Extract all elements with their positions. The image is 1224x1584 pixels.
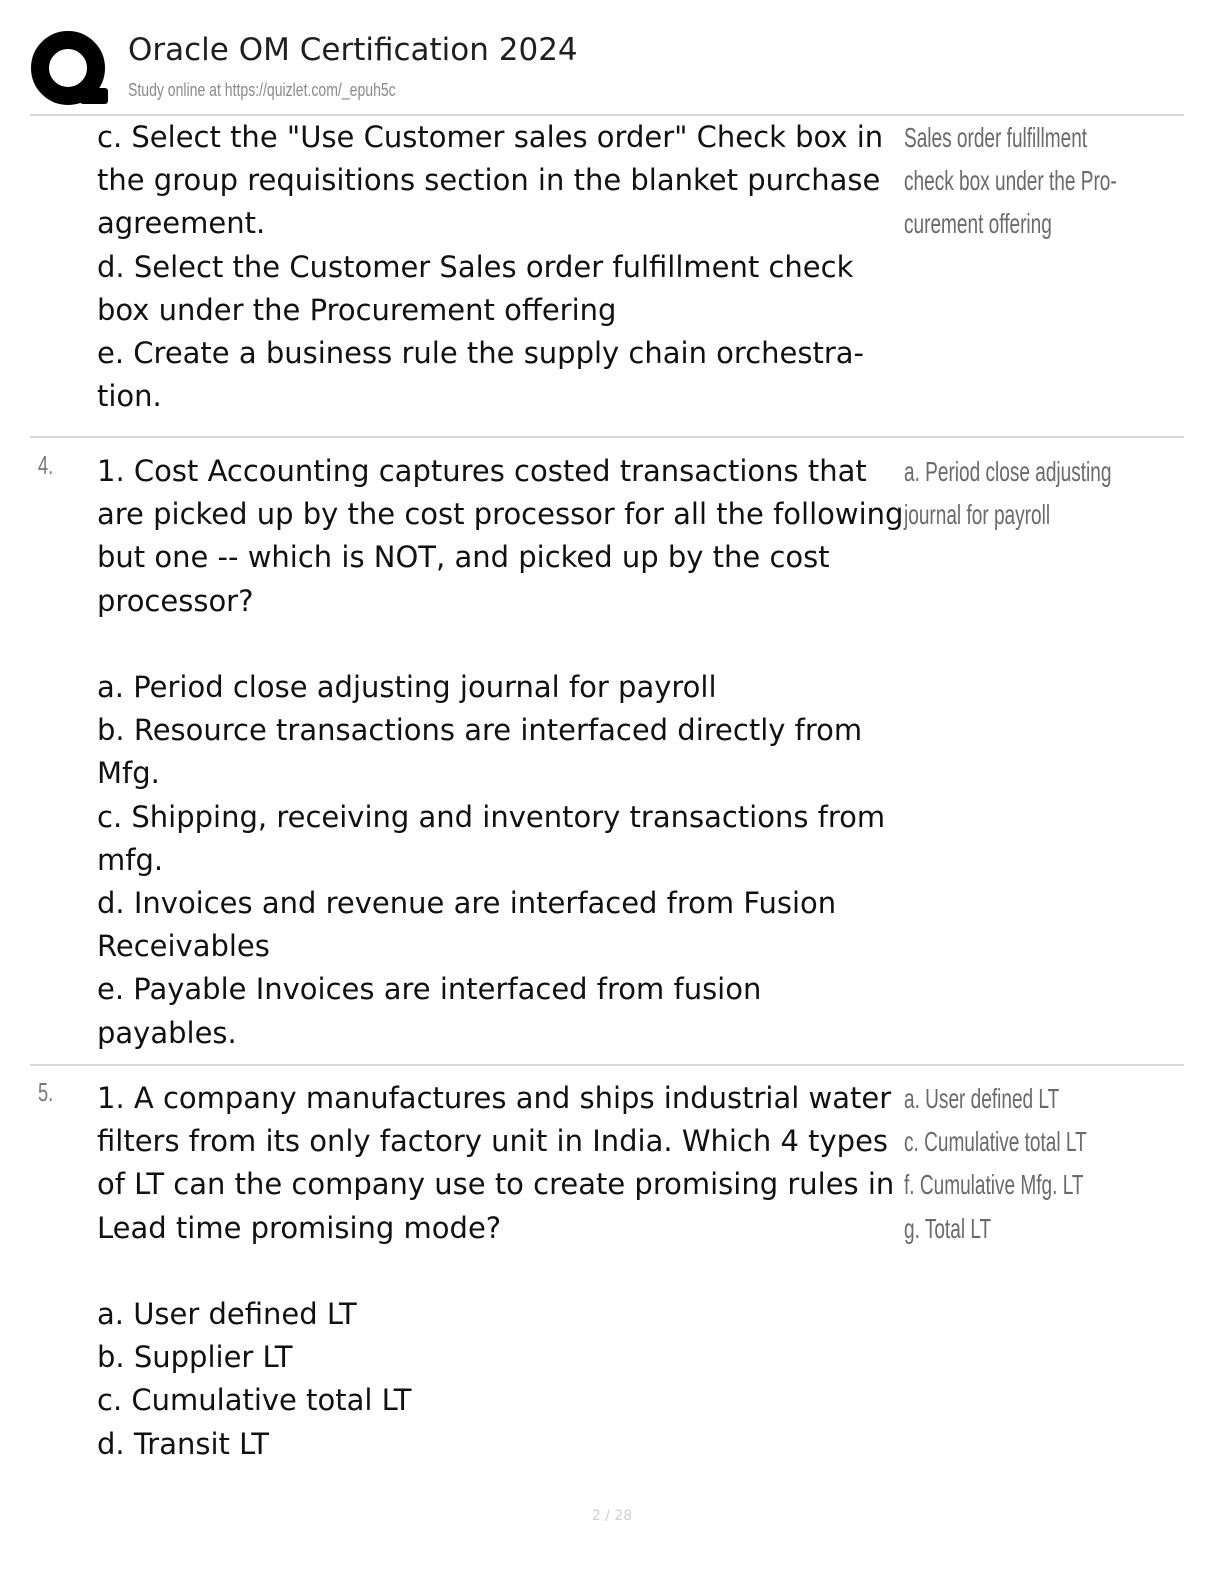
option-line: d. Transit LT — [97, 1426, 270, 1461]
question-line: Lead time promising mode? — [97, 1210, 502, 1245]
question-line: agreement. — [97, 206, 266, 241]
question-line: tion. — [97, 379, 162, 414]
question-text — [97, 450, 904, 1055]
study-link[interactable]: Study online at https://quizlet.com/_epuh5c — [128, 80, 396, 100]
question-line: 1. Cost Accounting captures costed transactions that — [97, 454, 867, 488]
answer-line: Sales order fulfillment — [904, 122, 1088, 153]
page-title: Oracle OM Certification 2024 — [128, 32, 578, 68]
card-number: 5. — [38, 1077, 54, 1107]
answer-text — [904, 116, 1194, 246]
answer-text — [904, 1077, 1194, 1250]
option-line: payables. — [97, 1015, 237, 1050]
option-line: a. User defined LT — [97, 1297, 357, 1331]
answer-line: c. Cumulative total LT — [904, 1126, 1087, 1158]
option-line: b. Supplier LT — [97, 1340, 293, 1375]
answer-line: check box under the Pro- — [904, 165, 1117, 197]
option-line: c. Shipping, receiving and inventory transactions from — [97, 799, 886, 834]
quizlet-logo-icon — [30, 30, 110, 110]
question-line: d. Select the Customer Sales order fulfillment check — [97, 249, 854, 284]
answer-line: curement offering — [904, 208, 1052, 240]
answer-line: a. Period close adjusting — [904, 456, 1112, 487]
option-line: e. Payable Invoices are interfaced from fusion — [97, 972, 762, 1007]
question-text — [97, 116, 897, 418]
answer-text — [904, 450, 1194, 536]
option-line: b. Resource transactions are interfaced directly from — [97, 713, 863, 748]
option-line: Receivables — [97, 929, 270, 964]
page-header — [30, 30, 1184, 114]
question-line: e. Create a business rule the supply chain orchestra- — [97, 336, 865, 371]
question-line: are picked up by the cost processor for all the following — [97, 497, 904, 532]
option-line: d. Invoices and revenue are interfaced from Fusion — [97, 886, 837, 921]
answer-line: g. Total LT — [904, 1212, 992, 1244]
question-line: the group requisitions section in the blanket purchase — [97, 163, 881, 198]
answer-line: journal for payroll — [904, 499, 1051, 531]
page-number: 2 / 28 — [591, 1508, 633, 1524]
blank-line — [97, 623, 897, 666]
option-line: c. Cumulative total LT — [97, 1383, 412, 1418]
question-line: but one -- which is NOT, and picked up by the cost — [97, 540, 830, 575]
option-line: a. Period close adjusting journal for payroll — [97, 670, 717, 704]
question-line: 1. A company manufactures and ships industrial water — [97, 1081, 892, 1115]
question-line: of LT can the company use to create promising rules in — [97, 1167, 895, 1202]
question-line: processor? — [97, 583, 254, 618]
question-line: c. Select the "Use Customer sales order" Check box in — [97, 120, 884, 154]
blank-line — [97, 1250, 897, 1293]
question-text — [97, 1077, 897, 1466]
question-line: box under the Procurement offering — [97, 292, 617, 327]
divider — [30, 436, 1184, 438]
divider — [30, 1064, 1184, 1066]
option-line: mfg. — [97, 842, 164, 877]
option-line: Mfg. — [97, 756, 160, 791]
answer-line: a. User defined LT — [904, 1083, 1060, 1114]
question-line: filters from its only factory unit in India. Which 4 types — [97, 1124, 889, 1159]
card-number: 4. — [38, 450, 54, 480]
answer-line: f. Cumulative Mfg. LT — [904, 1169, 1084, 1201]
